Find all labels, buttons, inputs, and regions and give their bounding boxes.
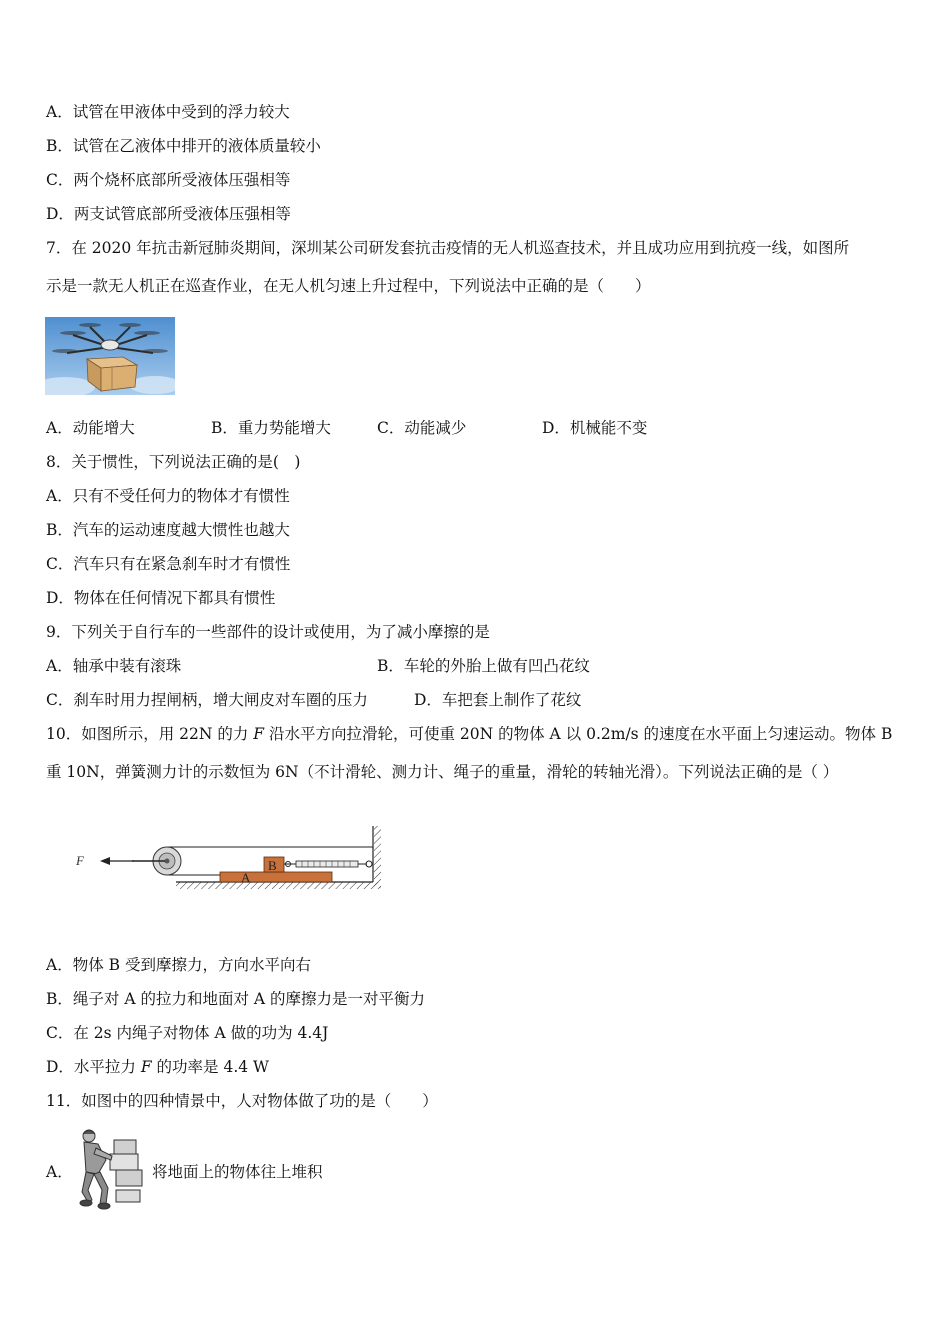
q6-option-c: C．两个烧杯底部所受液体压强相等 (46, 171, 291, 189)
q8-option-a: A．只有不受任何力的物体才有惯性 (46, 487, 290, 505)
q10-option-d: D．水平拉力 F 的功率是 4.4 W (46, 1058, 269, 1076)
block-a-label: A (241, 870, 251, 885)
person-stacking-boxes-image (76, 1126, 148, 1210)
q10-option-a: A．物体 B 受到摩擦力，方向水平向右 (46, 956, 311, 974)
pulley-diagram (70, 822, 390, 894)
q6-option-a: A．试管在甲液体中受到的浮力较大 (46, 103, 290, 121)
q8-stem: 8．关于惯性，下列说法正确的是( ) (46, 453, 301, 471)
q6-option-b: B．试管在乙液体中排开的液体质量较小 (46, 137, 321, 155)
q10-option-c: C．在 2s 内绳子对物体 A 做的功为 4.4J (46, 1024, 329, 1042)
q7-option-d: D．机械能不变 (542, 419, 648, 437)
q8-option-c: C．汽车只有在紧急刹车时才有惯性 (46, 555, 291, 573)
q9-option-a: A．轴承中装有滚珠 (46, 657, 182, 675)
q8-option-b: B．汽车的运动速度越大惯性也越大 (46, 521, 290, 539)
q7-option-b: B．重力势能增大 (211, 419, 331, 437)
q9-option-d: D．车把套上制作了花纹 (414, 691, 582, 709)
q11-stem: 11．如图中的四种情景中，人对物体做了功的是（ ） (46, 1092, 438, 1110)
block-b-label: B (268, 858, 277, 873)
q9-option-b: B．车轮的外胎上做有凹凸花纹 (377, 657, 590, 675)
q11-option-a-text: 将地面上的物体往上堆积 (152, 1163, 323, 1181)
force-label: F (76, 853, 84, 868)
q7-option-c: C．动能减少 (377, 419, 467, 437)
q8-option-d: D．物体在任何情况下都具有惯性 (46, 589, 276, 607)
q10-stem-line2: 重 10N，弹簧测力计的示数恒为 6N（不计滑轮、测力计、绳子的重量，滑轮的转轴光滑）。下列说法正确的是（ ） (46, 763, 839, 781)
q7-stem-line2: 示是一款无人机正在巡查作业，在无人机匀速上升过程中，下列说法中正确的是（ ） (46, 277, 651, 295)
q10-option-b: B．绳子对 A 的拉力和地面对 A 的摩擦力是一对平衡力 (46, 990, 425, 1008)
q6-option-d: D．两支试管底部所受液体压强相等 (46, 205, 291, 223)
q9-stem: 9．下列关于自行车的一些部件的设计或使用，为了减小摩擦的是 (46, 623, 490, 641)
q11-option-a-letter: A． (46, 1163, 73, 1181)
q7-option-a: A．动能增大 (46, 419, 135, 437)
drone-image (45, 317, 175, 395)
q10-stem-line1: 10．如图所示，用 22N 的力 F 沿水平方向拉滑轮，可使重 20N 的物体 A 以 0.2m/s 的速度在水平面上匀速运动。物体 B (46, 725, 893, 743)
q9-option-c: C．刹车时用力捏闸柄，增大闸皮对车圈的压力 (46, 691, 368, 709)
q7-stem-line1: 7．在 2020 年抗击新冠肺炎期间，深圳某公司研发套抗击疫情的无人机巡查技术，并且成功应用到抗疫一线，如图所 (46, 239, 850, 257)
